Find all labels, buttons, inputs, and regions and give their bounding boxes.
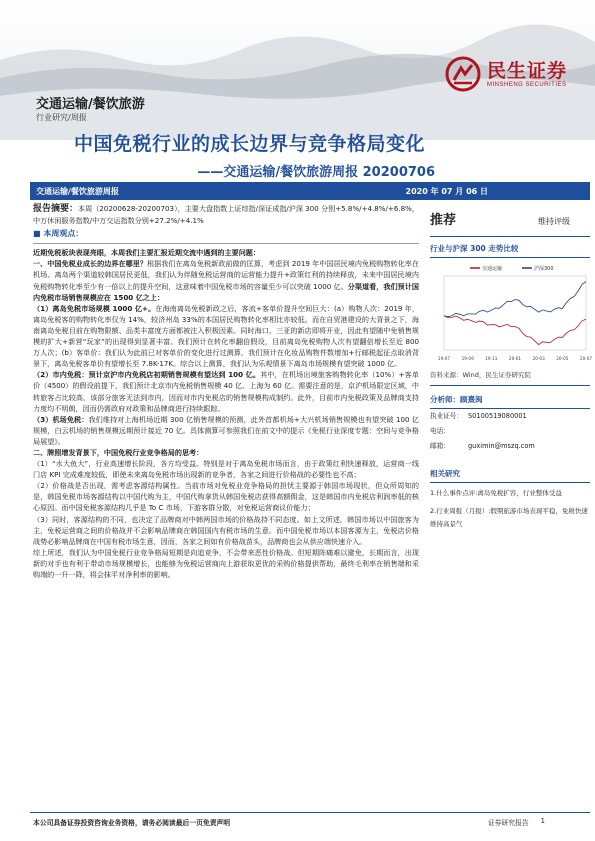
q1-text: 根据我们在离岛免税新政前做的匡算，考虑到 2019 年中国居民境内免税购物转化率在机场、离岛两个渠道较韩国居民更低，我们认为伴随免税运营商的运营能力提升+政策红利的持续释放，未来中国居民境内免税购物转化率至少有一倍以上的提升空间，这意味着中国免税市场的容量至少可以突破 1000 亿。 [33, 259, 420, 291]
q1-conclusion: 分渠道看，我们预计国内免税市场销售规模应在 1500 亿之上： [33, 281, 420, 302]
week-view-heading: ■ 本周观点： [33, 228, 419, 239]
report-type: 行业研究/周报 [36, 113, 87, 122]
footer-meta [488, 817, 545, 827]
industry-name: 交通运输/餐饮旅游 [36, 97, 145, 112]
legend-label: 交通运输 [482, 266, 503, 272]
report-title: 中国免税行业的成长边界与竞争格局变化 [74, 133, 426, 155]
analyst-name: 顾熹闽 [460, 395, 483, 404]
x-tick-label: 19-11 [485, 356, 498, 361]
report-info-bar [30, 182, 590, 200]
minsheng-logo-icon [445, 56, 481, 92]
p1-heading: （1）离岛免税市场规模 1000 亿+。 [33, 303, 156, 313]
chart-title: 行业与沪深 300 走势比较 [430, 243, 590, 258]
logo-chinese: 民生证券 [486, 60, 567, 82]
rating-value: 维持评级 [538, 217, 570, 226]
company-logo [445, 56, 567, 92]
trend-chart-svg [430, 262, 593, 366]
main-content [33, 203, 419, 580]
q2-heading: 二、牌照增发背景下，中国免税行业竞争格局的思考： [33, 447, 204, 457]
analyst-row-value: S0100519080001 [468, 412, 527, 420]
legend-label: 沪深300 [534, 266, 554, 272]
p2-heading: （2）市内免税：预计京沪市内免税店初期销售规模有望达到 100 亿。 [33, 370, 261, 380]
x-tick-label: 19-09 [461, 356, 474, 361]
footer-doc-type: 证券研究报告 [487, 819, 529, 827]
x-tick-label: 20-01 [508, 356, 522, 361]
footer-disclaimer: 本公司具备证券投资咨询业务资格，请务必阅读最后一页免责声明 [33, 819, 231, 827]
p2-text: 其中，在机场出境旅客购物转化率（10%）+客单价（4500）的假设前提下，我们预计北京市内免税销售规模 40 亿、上海为 60 亿。需要注意的是，京沪机场限定区域，中转旅客占比较高，该部分旅客无法到市内，因而对市内免税店的销售规模构成制约。此外，目前市内免税政策及品牌商支持力度均不明朗，因而仍需政府对政策和品牌商进行持续跟踪。 [33, 370, 419, 413]
analyst-row-key: 邮箱： [430, 442, 450, 450]
competition-point-3: （3）同时，客源结构的不同，也决定了品牌商对中韩两国市场的价格战持不同态度。如上文所述，韩国市场以中国旅客为主，免税运营商之间的价格战并不会影响品牌商在韩国国内有税市场的生意。而中国免税市场以本国客源为主，免税店价格战势必影响品牌商在中国有税市场生意，因而，各家之间如有价格战苗头，品牌商也会从供应端快速介入。 [33, 514, 419, 546]
divider [33, 243, 419, 244]
analyst-row [430, 409, 590, 424]
logo-english: MINSHENG SECURITIES [486, 82, 567, 88]
report-subtitle: ——交通运输/餐饮旅游周报 20200706 [197, 165, 435, 180]
analyst-row-key: 执业证号： [430, 412, 463, 420]
competition-point-1: （1）“水大鱼大”，行业高速增长阶段，各方均受益。特别是对于离岛免税市场而言，由于政策红利快速释放，运营商一线门店 KPI 完成难度较低，即使未来离岛免税市场出现新的竞争者，各家之间进行价格战的必要性也不高； [33, 459, 419, 480]
report-date: 2020 年 07 月 06 日 [405, 186, 488, 196]
related-research-item: 1.什么事件点评:离岛免税扩容，行业整体受益 [430, 489, 562, 497]
q1-heading: 一、中国免税业成长的边界在哪里？ [33, 259, 148, 269]
footer-divider [30, 812, 590, 813]
series-line [444, 281, 586, 316]
p3-text: 我们维持对上海机场近期 300 亿销售规模的预测，此外首都机场+大兴机场销售规模也有望突破 100 亿规模，白云机场的销售规模远期预计接近 70 亿。具体测算可参照我们在前文中的提示《免税行业深度专题：空间与竞争格局展望》。 [33, 414, 420, 446]
related-research-heading: 相关研究 [430, 468, 590, 483]
analyst-label: 分析师： [430, 395, 460, 404]
bar-report-name: 交通运输/餐饮旅游周报 [36, 186, 119, 196]
sidebar [430, 203, 593, 532]
analyst-row-key: 电话： [430, 427, 450, 435]
summary-text: 本周（20200628-20200703），主要大盘指数上证综指/深证成指/沪深 300 分别+5.8%/+4.8%/+6.8%，中万休闲服务指数/中万交运指数分别+27.2%/+4.1% [33, 204, 419, 226]
analyst-row-value: guximin@mszq.com [468, 442, 535, 450]
competition-point-2: （2）价格战是否出现，需考虑客源结构属性。当前市场对免税业竞争格局的担忧主要源于韩国市场现状，但众所周知的是，韩国免税市场客源结构以中国代购为主，中国代购拿货从韩国免税店获得高额佣金，这是韩国市内免税店利润率低的核心原因。而中国免税客源结构几乎是 To C 市场，下游客群分散，对免税运营商议价能力； [33, 481, 419, 513]
analyst-row [430, 439, 590, 454]
page-number: 1 [540, 817, 545, 825]
analyst-heading [430, 394, 590, 409]
trend-chart [430, 262, 593, 366]
conclusion-text: 综上所述，我们认为中国免税行业竞争格局短期是向追竞争，不会带来恶性价格战。但短期阵痛难以避免，长期而言，出现新的对手也有利于带动市场规模增长，也能够为免税运营商向上游获取更优的采购价格提供帮助，最终毛利率在销售端和采购端的一升一降，将会抹平对净利率的影响。 [33, 547, 419, 579]
chart-source: 资料来源：Wind，民生证券研究院 [430, 370, 590, 386]
summary-label: 报告摘要： [33, 204, 79, 214]
analyst-row [430, 424, 590, 439]
intro-text: 近期免税板块表现亮眼，本周我们主要汇报近期交流中遇到的主要问题： [33, 248, 260, 258]
rating-row [430, 203, 590, 237]
x-tick-label: 19-07 [437, 356, 451, 361]
analyst-info [430, 409, 590, 454]
related-research-list [430, 487, 590, 532]
series-line [444, 316, 586, 345]
x-tick-label: 20-05 [556, 356, 569, 361]
p3-heading: （3）机场免税： [33, 414, 89, 424]
p1-text: 在海南离岛免税新政之后，客流+客单价提升空间巨大：(a）购物人次：2019 年，离岛免税客的购物转化率仅为 14%，较济州岛 33%的本国居民购物转化率相比亦较低。而在自贸港建设的大背景之下，海南离岛免税目前在购物限额、品类丰富度方面都被注入积极因素。同时海口、三亚的新店即将开业，因此有望随中免销售规模的扩大+新营“玩家”的出现得到显著丰富。我们预计在转化率翻倍假设，目前离岛免税购物人次有望翻倍增长至近 800 万人次；(b）客单价：我们认为此前已对客单价的变化进行过测算，我们预计在化妆品购物件数增加+行邮税起征点取消背景下，离岛免税客单价有望增长至 7.8K-17K。综合以上测算，我们认为乐观情景下离岛市场规模有望突破 1000 亿。 [33, 303, 420, 369]
x-tick-label: 20-03 [532, 356, 545, 361]
x-tick-label: 20-07 [579, 356, 593, 361]
related-research-item: 2.行业周报（月报）:假期旅游市场表现平稳，免税快速维持高景气 [430, 506, 588, 528]
recommend-label: 推荐 [430, 213, 457, 228]
chart-frame [444, 276, 586, 350]
